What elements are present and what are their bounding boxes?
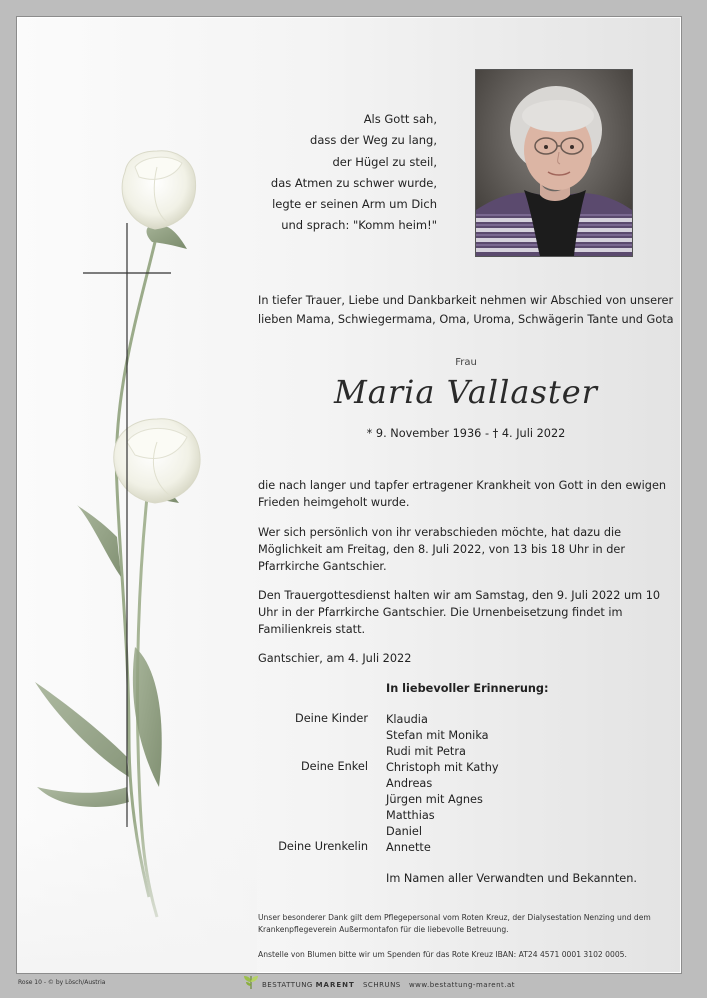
mourner-name: Jürgen mit Agnes (386, 793, 483, 806)
mourner-group-names (386, 840, 431, 856)
mourner-name: Stefan mit Monika (386, 729, 489, 742)
mourner-name: Christoph mit Kathy (386, 761, 499, 774)
obituary-card (16, 16, 682, 974)
leaf-logo-icon (242, 974, 260, 990)
intro-text: In tiefer Trauer, Liebe und Dankbarkeit nehmen wir Abschied von unserer lieben Mama, Schwiegermama, Oma, Uroma, Schwägerin Tante und Gota (258, 294, 674, 326)
honorific: Frau (455, 357, 477, 368)
portrait-photo (475, 69, 633, 257)
mourner-name: Matthias (386, 809, 435, 822)
firm-line (262, 981, 515, 989)
paragraph-passing: die nach langer und tapfer ertragener Krankheit von Gott in den ewigen Frieden heimgeholt wurde. (258, 479, 667, 509)
deceased-name: Maria Vallaster (334, 373, 598, 411)
poem-line: das Atmen zu schwer wurde, (270, 175, 437, 190)
life-dates: * 9. November 1936 - † 4. Juli 2022 (366, 427, 566, 440)
mourner-name: Daniel (386, 825, 423, 838)
firm-name: MARENT (315, 981, 355, 989)
paragraph-viewing: Wer sich persönlich von ihr verabschieden möchte, hat dazu die Möglichkeit am Freitag, den 8. Juli 2022, von 13 bis 18 Uhr in der Pfarrkirche Gantschier. (258, 526, 626, 573)
mourners-heading: In liebevoller Erinnerung: (386, 682, 549, 695)
firm-prefix: BESTATTUNG (262, 981, 313, 989)
portrait-image (476, 70, 632, 256)
mourner-group-label: Deine Enkel (300, 760, 368, 773)
mourner-group-label: Deine Urenkelin (278, 840, 368, 853)
poem-line: legte er seinen Arm um Dich (272, 197, 437, 212)
poem-line: und sprach: "Komm heim!" (281, 218, 437, 233)
mourner-group-label: Deine Kinder (295, 712, 368, 725)
thanks-note: Unser besonderer Dank gilt dem Pflegepersonal vom Roten Kreuz, der Dialysestation Nenzing und dem Krankenpflegeverein Außermontafon für die liebevolle Betreuung. (258, 913, 651, 934)
firm-city: SCHRUNS (362, 981, 401, 989)
mourner-group-names (386, 760, 499, 840)
poem-line: der Hügel zu steil, (332, 154, 437, 169)
paragraph-service: Den Trauergottesdienst halten wir am Samstag, den 9. Juli 2022 um 10 Uhr in der Pfarrkirche Gantschier. Die Urnenbeisetzung findet im Familienkreis statt. (258, 589, 661, 636)
firm-website-link[interactable]: www.bestattung-marent.at (408, 981, 516, 989)
closing-line: Im Namen aller Verwandten und Bekannten. (386, 872, 637, 885)
poem (207, 109, 437, 237)
poem-line: Als Gott sah, (363, 112, 437, 126)
poem-line: dass der Weg zu lang, (310, 133, 437, 148)
mourner-name: Rudi mit Petra (386, 745, 466, 758)
mourner-name: Andreas (386, 777, 433, 790)
image-credit: Rose 10 - © by Lösch/Austria (18, 979, 106, 986)
mourner-name: Annette (386, 841, 431, 854)
place-date: Gantschier, am 4. Juli 2022 (258, 652, 412, 665)
rose-top (122, 151, 195, 229)
donation-note: Anstelle von Blumen bitte wir um Spenden für das Rote Kreuz IBAN: AT24 4571 0001 3102 0005. (258, 950, 627, 959)
mourner-group-names (386, 712, 489, 760)
mourner-name: Klaudia (386, 713, 428, 726)
